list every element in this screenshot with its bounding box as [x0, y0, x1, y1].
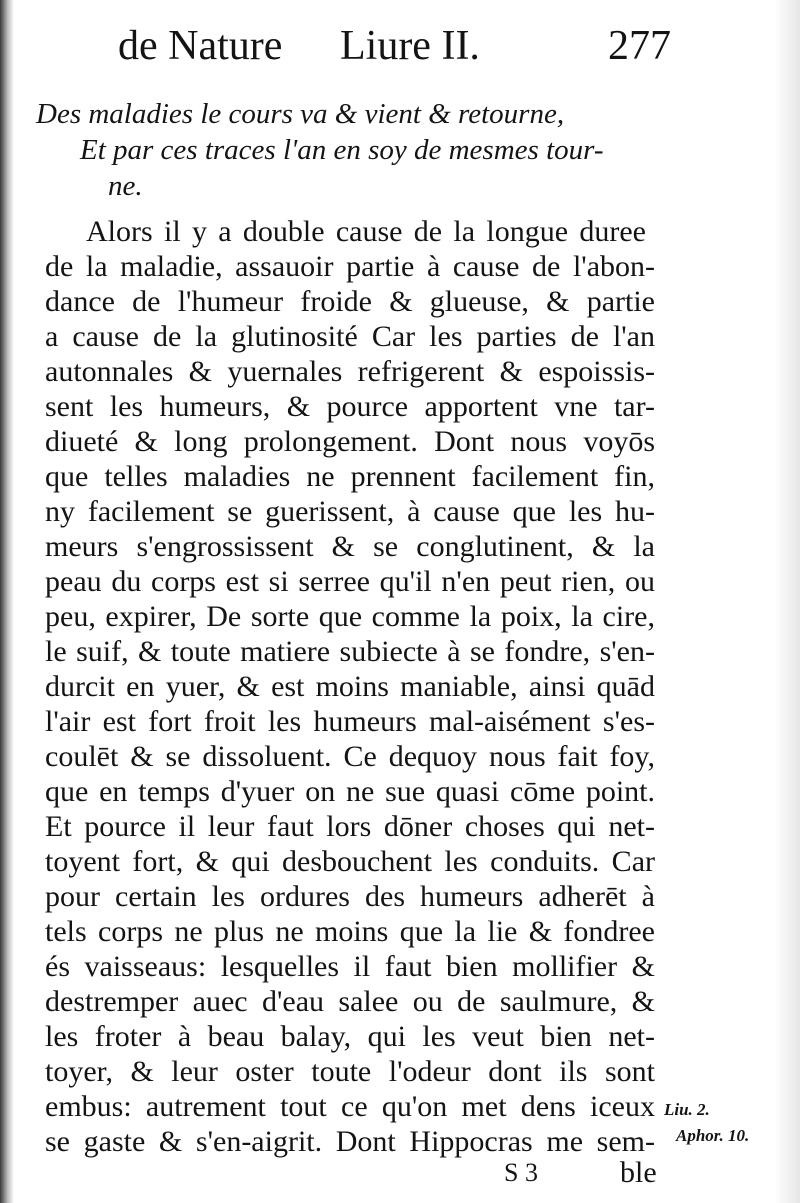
margin-note: Aphor. 10. [676, 1126, 750, 1145]
body-line: le suif, & toute matiere subiecte à se fondre, s'en- [45, 635, 655, 668]
body-line: que telles maladies ne prennent facilement fin, [45, 460, 655, 493]
body-line: ny facilement se guerissent, à cause que les hu- [45, 495, 655, 528]
body-line: les froter à beau balay, qui les veut bien net- [45, 1020, 655, 1053]
body-line: peau du corps est si serree qu'il n'en peut rien, ou [45, 565, 655, 598]
verse-line: Des maladies le cours va & vient & retourne, [36, 98, 565, 130]
body-line: se gaste & s'en-aigrit. Dont Hippocras me sem- [45, 1125, 655, 1158]
body-line: diueté & long prolongement. Dont nous voyōs [45, 425, 655, 458]
body-line: dance de l'humeur froide & glueuse, & partie [45, 285, 655, 318]
running-title-center: Liure II. [340, 23, 480, 69]
body-line: durcit en yuer, & est moins maniable, ainsi quād [45, 670, 655, 703]
body-line: pour certain les ordures des humeurs adherēt à [45, 880, 655, 913]
running-title-left: de Nature [118, 23, 283, 69]
body-line: de la maladie, assauoir partie à cause de l'abon- [45, 250, 655, 283]
body-line: destremper auec d'eau salee ou de saulmure, & [45, 985, 655, 1018]
page-gutter-shadow [0, 0, 14, 1203]
margin-note: Liu. 2. [664, 1100, 710, 1119]
verse-line: ne. [108, 170, 143, 202]
body-line: autonnales & yuernales refrigerent & espoissis- [45, 355, 655, 388]
body-line: Et pource il leur faut lors dōner choses qui net- [45, 810, 655, 843]
body-line: a cause de la glutinosité Car les parties de l'an [45, 320, 655, 353]
body-line: l'air est fort froit les humeurs mal-aisément s'es- [45, 705, 655, 738]
body-line: toyer, & leur oster toute l'odeur dont ils sont [45, 1055, 655, 1088]
body-line: tels corps ne plus ne moins que la lie & fondree [45, 915, 655, 948]
catchword: ble [620, 1156, 657, 1189]
body-line: coulēt & se dissoluent. Ce dequoy nous fait foy, [45, 740, 655, 773]
body-line: embus: autrement tout ce qu'on met dens iceux [45, 1090, 655, 1123]
page-number: 277 [608, 23, 671, 69]
signature-mark: S 3 [504, 1158, 538, 1187]
page-edge-shadow [774, 0, 800, 1203]
verse-line: Et par ces traces l'an en soy de mesmes tour- [80, 134, 604, 166]
body-line: toyent fort, & qui desbouchent les conduits. Car [45, 845, 655, 878]
body-line: és vaisseaus: lesquelles il faut bien mollifier & [45, 950, 655, 983]
body-line: Alors il y a double cause de la longue duree [86, 215, 646, 248]
body-line: que en temps d'yuer on ne sue quasi cōme point. [45, 775, 655, 808]
body-line: peu, expirer, De sorte que comme la poix, la cire, [45, 600, 655, 633]
body-line: meurs s'engrossissent & se conglutinent, & la [45, 530, 655, 563]
body-line: sent les humeurs, & pource apportent vne tar- [45, 390, 655, 423]
